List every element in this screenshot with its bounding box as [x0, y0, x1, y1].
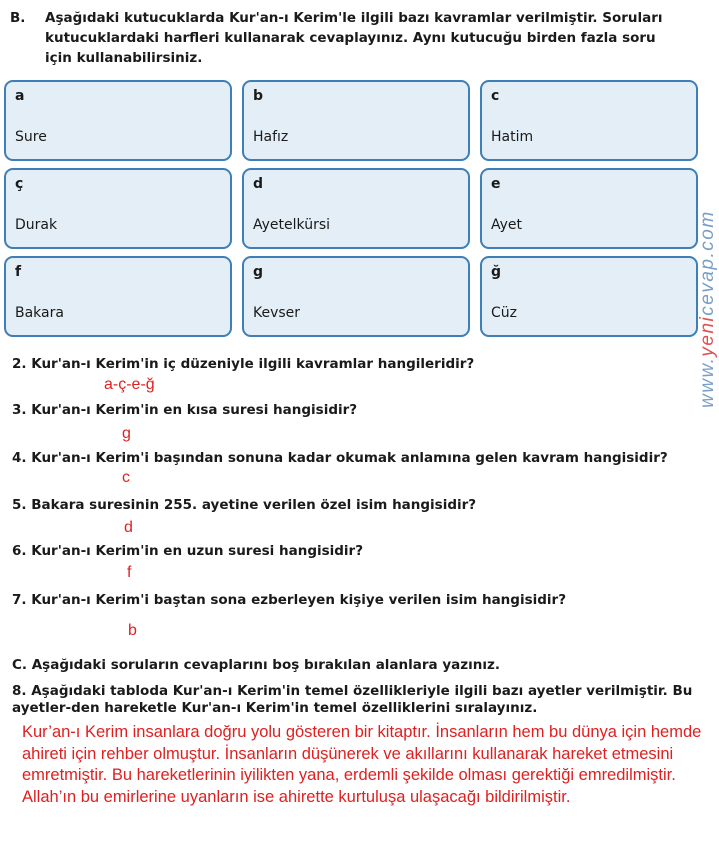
concept-box-c	[480, 80, 698, 161]
concept-box-g	[242, 256, 470, 337]
box-term: Kevser	[253, 305, 301, 321]
question-2: 2. Kur'an-ı Kerim'in iç düzeniyle ilgili kavramlar hangileridir?	[12, 356, 475, 372]
concept-box-c-cedilla	[4, 168, 232, 249]
concept-box-grid	[4, 80, 698, 337]
answer-6: f	[127, 564, 132, 581]
box-letter: b	[253, 88, 264, 104]
watermark	[697, 210, 719, 408]
box-letter: ğ	[491, 264, 502, 280]
box-letter: c	[491, 88, 500, 104]
question-3: 3. Kur'an-ı Kerim'in en kısa suresi hangisidir?	[12, 402, 358, 418]
watermark-accent: yeni	[697, 315, 718, 357]
answer-4: c	[122, 469, 130, 486]
box-letter: ç	[15, 176, 24, 192]
box-term: Durak	[15, 217, 58, 233]
concept-box-d	[242, 168, 470, 249]
section-b-instruction: Aşağıdaki kutucuklarda Kur'an-ı Kerim'le ilgili bazı kavramlar verilmiştir. Soruları kutucuklardaki harfleri kullanarak cevaplayınız. Aynı kutucuğu birden fazla soru için kullanabilirsiniz.	[45, 10, 663, 66]
box-term: Sure	[15, 129, 47, 145]
box-term: Hatim	[491, 129, 534, 145]
watermark-suffix: .com	[697, 210, 718, 258]
answer-7: b	[128, 622, 137, 639]
question-5: 5. Bakara suresinin 255. ayetine verilen özel isim hangisidir?	[12, 497, 477, 513]
question-6: 6. Kur'an-ı Kerim'in en uzun suresi hangisidir?	[12, 543, 364, 559]
box-term: Ayetelkürsi	[253, 217, 331, 233]
box-term: Ayet	[491, 217, 523, 233]
question-4: 4. Kur'an-ı Kerim'i başından sonuna kadar okumak anlamına gelen kavram hangisidir?	[12, 450, 668, 466]
question-7: 7. Kur'an-ı Kerim'i baştan sona ezberleyen kişiye verilen isim hangisidir?	[12, 592, 567, 608]
box-term: Bakara	[15, 305, 64, 321]
concept-box-g-breve	[480, 256, 698, 337]
question-8: 8. Aşağıdaki tabloda Kur'an-ı Kerim'in temel özellikleriyle ilgili bazı ayetler verilmiştir. Bu ayetler-den hareketle Kur'an-ı Kerim'in temel özelliklerini sıralayınız.	[12, 683, 693, 716]
answer-8-paragraph: Kur’an-ı Kerim insanlara doğru yolu gösteren bir kitaptır. İnsanların hem bu dünya için hemde ahireti için rehber olmuştur. İnsanların düşünerek ve akıllarını kullanarak hareket etmesini emretmiştir. Bu hareketlerinin iyilikten yana, erdemli şekilde olması gerektiği emredilmiştir. Allah’ın bu emirlerine uyanların ise ahirette kurtuluşa ulaşacağı bildirilmiştir.	[22, 723, 702, 806]
concept-box-e	[480, 168, 698, 249]
answer-3: g	[122, 425, 131, 442]
concept-box-a	[4, 80, 232, 161]
box-letter: a	[15, 88, 25, 104]
watermark-prefix: www.	[697, 356, 718, 408]
box-term: Cüz	[491, 305, 517, 321]
box-letter: e	[491, 176, 501, 192]
concept-box-b	[242, 80, 470, 161]
concept-box-f	[4, 256, 232, 337]
box-term: Hafız	[253, 129, 289, 145]
section-b-label: B.	[10, 10, 26, 26]
section-c-heading: C. Aşağıdaki soruların cevaplarını boş bırakılan alanlara yazınız.	[12, 657, 500, 673]
box-letter: g	[253, 264, 264, 280]
watermark-middle: cevap	[697, 257, 718, 316]
answer-2: a-ç-e-ğ	[104, 376, 155, 393]
box-letter: f	[15, 264, 22, 280]
box-letter: d	[253, 176, 264, 192]
answer-5: d	[124, 519, 133, 536]
